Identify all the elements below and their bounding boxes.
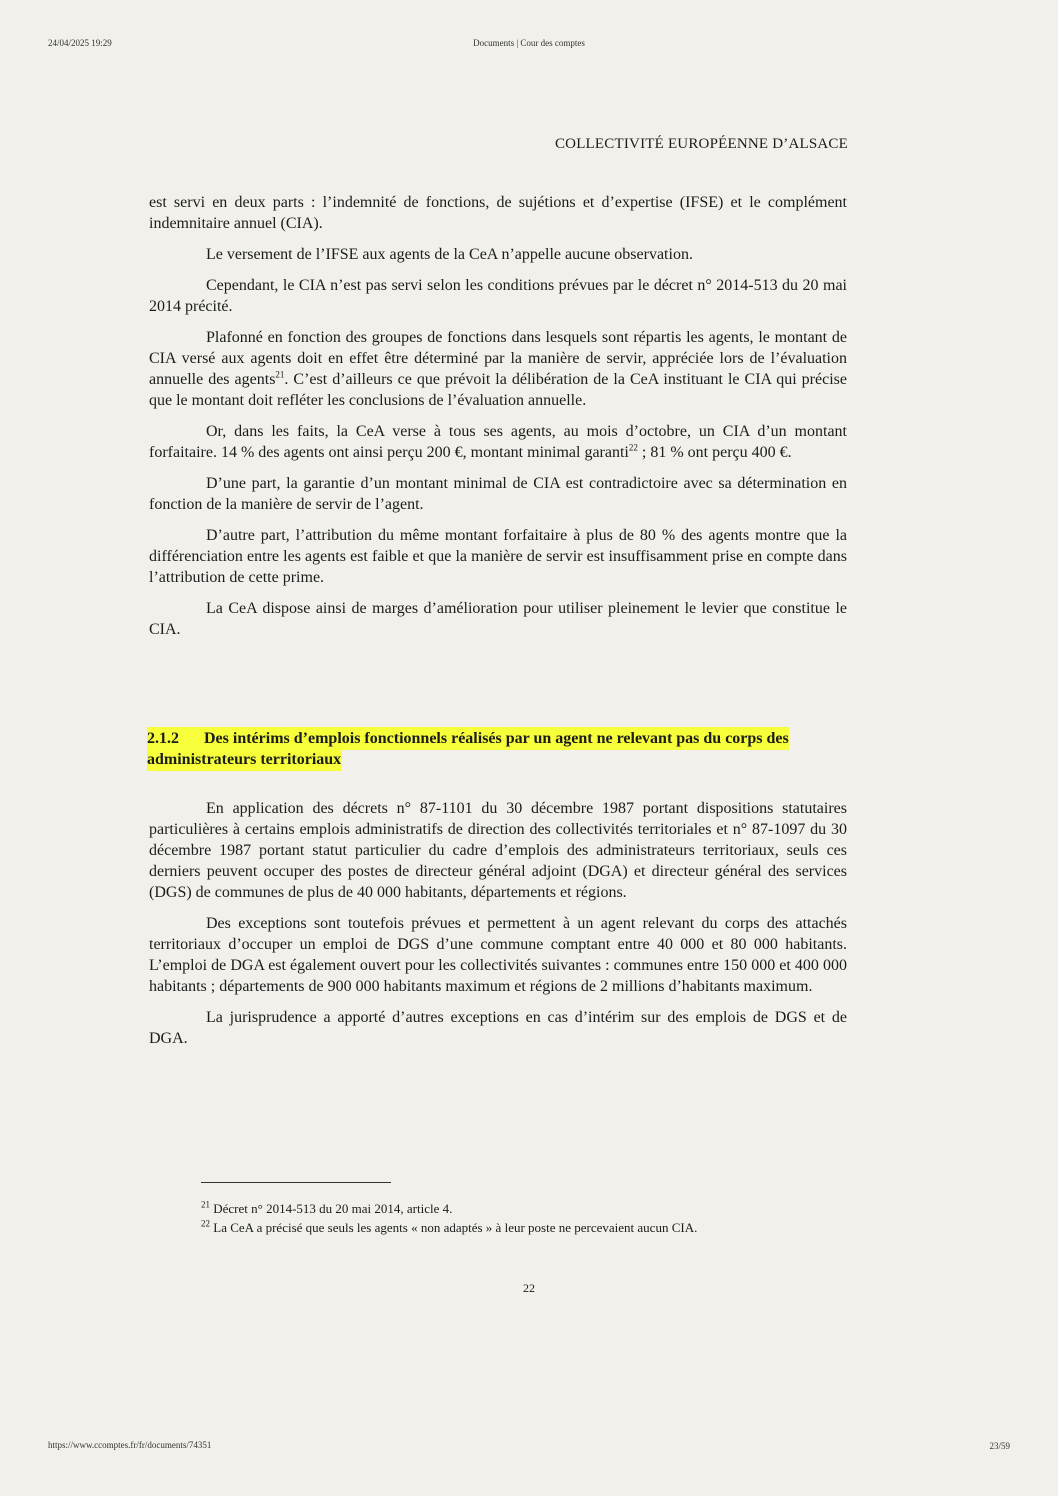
footnote-number: 22	[201, 1218, 210, 1229]
section-number: 2.1.2	[147, 730, 179, 747]
print-footer-url[interactable]: https://www.ccomptes.fr/fr/documents/74351	[48, 1440, 212, 1450]
paragraph-5	[149, 421, 847, 463]
section-title: Des intérims d’emplois fonctionnels réalisés par un agent ne relevant pas du corps des administrateurs territoriaux	[147, 730, 789, 768]
section-heading	[147, 728, 847, 770]
paragraph-5-text-end: ; 81 % ont perçu 400 €.	[637, 444, 792, 461]
footnote-text: La CeA a précisé que seuls les agents « non adaptés » à leur poste ne percevaient aucun CIA.	[210, 1220, 698, 1235]
page-number: 22	[523, 1281, 535, 1295]
paragraph-1: est servi en deux parts : l’indemnité de fonctions, de sujétions et d’expertise (IFSE) et le complément indemnitaire annuel (CIA).	[149, 194, 847, 232]
running-head: COLLECTIVITÉ EUROPÉENNE D’ALSACE	[554, 136, 848, 152]
paragraph-7: D’autre part, l’attribution du même montant forfaitaire à plus de 80 % des agents montre que la différenciation entre les agents est faible et que la manière de servir est insuffisamment prise en compte dans l’attribution de cette prime.	[149, 527, 847, 586]
paragraph-8: La CeA dispose ainsi de marges d’amélioration pour utiliser pleinement le levier que constitue le CIA.	[149, 600, 847, 638]
footnote-21	[201, 1199, 841, 1218]
footnote-22	[201, 1218, 841, 1237]
section-paragraph-1: En application des décrets n° 87-1101 du 30 décembre 1987 portant dispositions statutaires particulières à certains emplois administratifs de direction des collectivités territoriales et n° 87-1097 du 30 décembre 1987 portant statut particulier du cadre d’emplois des administrateurs territoriaux, seuls ces derniers peuvent occuper des postes de directeur général adjoint (DGA) et directeur général des services (DGS) de communes de plus de 40 000 habitants, départements et régions.	[149, 800, 847, 901]
section-text-block	[149, 798, 847, 1059]
paragraph-3: Cependant, le CIA n’est pas servi selon les conditions prévues par le décret n° 2014-513 du 20 mai 2014 précité.	[149, 277, 847, 315]
paragraph-6: D’une part, la garantie d’un montant minimal de CIA est contradictoire avec sa détermination en fonction de la manière de servir de l’agent.	[149, 475, 847, 513]
print-footer-page-count: 23/59	[989, 1441, 1010, 1451]
footnote-number: 21	[201, 1199, 210, 1210]
footnotes	[201, 1199, 841, 1237]
paragraph-4-text: Plafonné en fonction des groupes de fonctions dans lesquels sont répartis les agents, le montant de CIA versé aux agents doit en effet être déterminé par la manière de servir, appréciée lors de l’évaluation annuelle des agents	[149, 329, 847, 388]
paragraph-5-text: Or, dans les faits, la CeA verse à tous ses agents, au mois d’octobre, un CIA d’un montant forfaitaire. 14 % des agents ont ainsi perçu 200 €, montant minimal garanti	[149, 423, 847, 461]
section-paragraph-2: Des exceptions sont toutefois prévues et permettent à un agent relevant du corps des attachés territoriaux d’occuper un emploi de DGS d’une commune comptant entre 40 000 et 80 000 habitants. L’emploi de DGA est également ouvert pour les collectivités suivantes : communes entre 150 000 et 400 000 habitants ; départements de 900 000 habitants maximum et régions de 2 millions d’habitants maximum.	[149, 915, 847, 995]
print-header-title: Documents | Cour des comptes	[473, 38, 585, 48]
paragraph-2: Le versement de l’IFSE aux agents de la CeA n’appelle aucune observation.	[206, 246, 693, 263]
paragraph-4	[149, 327, 847, 411]
footnote-ref-21[interactable]: 21	[275, 369, 285, 380]
footnote-text: Décret n° 2014-513 du 20 mai 2014, article 4.	[210, 1201, 453, 1216]
footnote-divider	[201, 1182, 391, 1183]
print-header-datetime: 24/04/2025 19:29	[48, 38, 112, 48]
section-heading-highlight	[147, 727, 789, 771]
section-paragraph-3: La jurisprudence a apporté d’autres exceptions en cas d’intérim sur des emplois de DGS et de DGA.	[149, 1009, 847, 1047]
main-text-block	[149, 192, 847, 650]
footnote-ref-22[interactable]: 22	[628, 442, 638, 453]
paragraph-4-text-end: . C’est d’ailleurs ce que prévoit la délibération de la CeA instituant le CIA qui précise que le montant doit refléter les conclusions de l’évaluation annuelle.	[149, 371, 847, 409]
